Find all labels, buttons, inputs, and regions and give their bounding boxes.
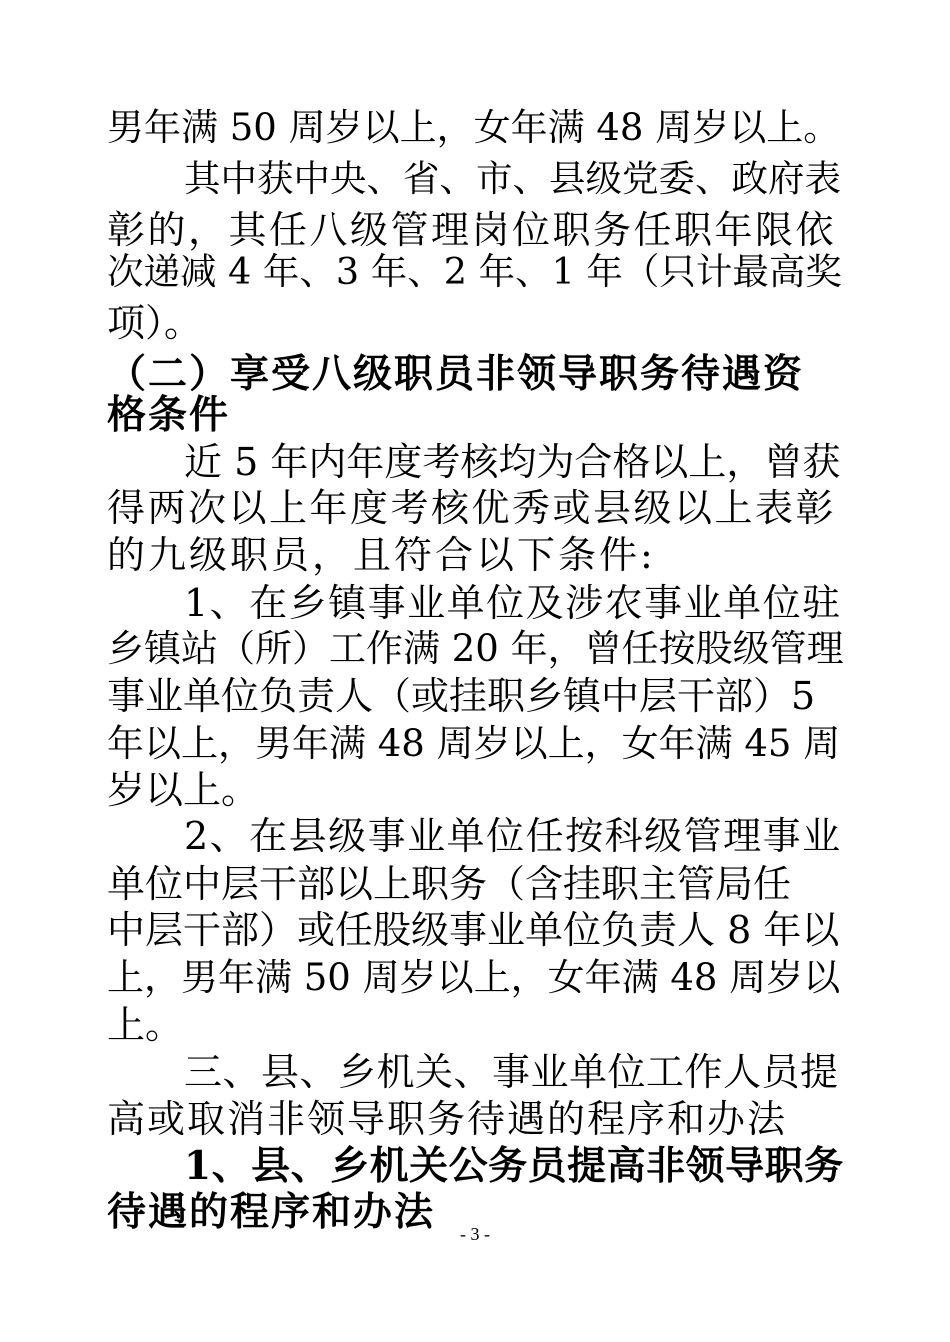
text-line [0, 529, 950, 581]
line-text: 三、县、乡机关、事业单位工作人员提 [184, 1050, 839, 1094]
text-line [0, 670, 950, 722]
heading-text: 1、县、乡机关公务员提高非领导职务 [184, 1143, 844, 1189]
line-text: 乡镇站（所）工作满 20 年，曾任按股级管理 [107, 627, 844, 670]
line-text: 得两次以上年度考核优秀或县级以上表彰 [107, 486, 837, 530]
paragraph-first-line [0, 153, 950, 205]
text-line [0, 764, 950, 816]
text-line [0, 246, 950, 298]
section-heading-continued [0, 389, 950, 441]
text-line [0, 623, 950, 675]
text-line [0, 952, 950, 1004]
line-text: 的九级职员，且符合以下条件: [107, 533, 656, 577]
paragraph-first-line [0, 577, 950, 629]
paragraph-first-line [0, 436, 950, 488]
text-line [0, 1093, 950, 1145]
paragraph-first-line [0, 810, 950, 862]
line-text: 次递减 4 年、3 年、2 年、1 年（只计最高奖 [107, 250, 842, 293]
subsection-heading [0, 1140, 950, 1192]
line-text: 上。 [107, 1003, 184, 1047]
page-number: - 3 - [460, 1224, 490, 1244]
line-text: 上，男年满 50 周岁以上，女年满 48 周岁以 [107, 956, 841, 999]
text-line [0, 297, 950, 349]
line-text: 男年满 50 周岁以上，女年满 48 周岁以上。 [107, 106, 841, 149]
text-line [0, 102, 950, 154]
paragraph-first-line [0, 1046, 950, 1098]
text-line [0, 999, 950, 1051]
text-line [0, 858, 950, 910]
line-text: 2、在县级事业单位任按科级管理事业 [184, 814, 842, 858]
line-text: 单位中层干部以上职务（含挂职主管局任 [107, 862, 792, 906]
heading-text: （二）享受八级职员非领导职务待遇资 [107, 351, 805, 397]
line-text: 其中获中央、省、市、县级党委、政府表 [184, 157, 841, 200]
heading-text: 待遇的程序和办法 [107, 1189, 436, 1235]
line-text: 项）。 [107, 301, 203, 345]
line-text: 事业单位负责人（或挂职乡镇中层干部）5 [107, 674, 816, 718]
line-text: 岁以上。 [107, 768, 260, 812]
text-line [0, 482, 950, 534]
text-line [0, 904, 950, 956]
line-text: 彰的，其任八级管理岗位职务任职年限依 [107, 208, 837, 252]
text-line [0, 718, 950, 770]
heading-text: 格条件 [107, 392, 231, 438]
line-text: 近 5 年内年度考核均为合格以上，曾获 [184, 440, 841, 484]
line-text: 中层干部）或任股级事业单位负责人 8 年以 [107, 908, 840, 952]
line-text: 1、在乡镇事业单位及涉农事业单位驻 [184, 581, 842, 625]
line-text: 年以上，男年满 48 周岁以上，女年满 45 周 [107, 722, 841, 765]
line-text: 高或取消非领导职务待遇的程序和办法 [107, 1097, 788, 1141]
